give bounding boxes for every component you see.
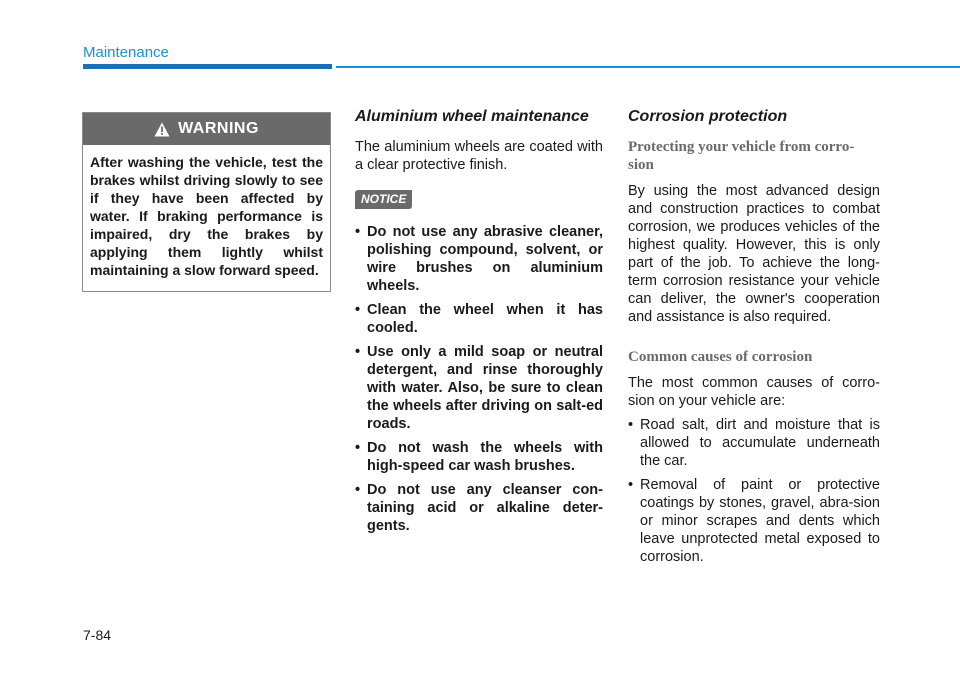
causes-bullet-list [628,416,880,566]
header-rule-dark [83,64,332,69]
warning-title: WARNING [178,120,259,137]
corrosion-section [628,108,880,572]
section-title: Maintenance [83,44,169,61]
list-item: • Do not wash the wheels with high-speed car wash brushes. [355,439,603,475]
aluminium-heading: Aluminium wheel maintenance [355,108,589,125]
list-item: • Do not use any abrasive cleaner, polishing compound, solvent, or wire brushes on aluminium wheels. [355,223,603,295]
list-item: • Use only a mild soap or neutral detergent, and rinse thoroughly with water. Also, be sure to clean the wheels after driving on salt-ed roads. [355,343,603,433]
list-item: • Clean the wheel when it has cooled. [355,301,603,337]
warning-box [82,112,331,292]
aluminium-bullet-list [355,223,603,535]
warning-text: After washing the vehicle, test the brakes whilst driving slowly to see if they have been affected by water. If braking performance is impaired, dry the brakes by applying them lightly whilst maintaining a slow forward speed. [90,154,323,278]
notice-badge: NOTICE [355,190,412,209]
list-item: • Road salt, dirt and moisture that is allowed to accumulate underneath the car. [628,416,880,470]
protecting-subheading: Protecting your vehicle from corro-sion [628,139,855,173]
list-item: • Removal of paint or protective coatings by stones, gravel, abra-sion or minor scrapes and dents which leave unprotected metal exposed to corrosion. [628,476,880,566]
causes-subheading: Common causes of corrosion [628,349,813,365]
corrosion-heading: Corrosion protection [628,108,788,125]
protecting-text: By using the most advanced design and construction practices to combat corrosion, we produces vehicles of the highest quality. However, this is only part of the job. To achieve the long-term corrosion resistance your vehicle can deliver, the owner's cooperation and assistance is also required. [628,183,880,325]
page-number: 7-84 [83,627,112,643]
aluminium-section [355,108,603,541]
warning-triangle-icon [154,122,170,137]
header-rule-light [336,66,960,68]
aluminium-intro: The aluminium wheels are coated with a clear protective finish. [355,139,603,173]
causes-intro: The most common causes of corro-sion on your vehicle are: [628,375,880,409]
warning-header [83,113,330,145]
list-item: • Do not use any cleanser con-taining acid or alkaline deter-gents. [355,481,603,535]
